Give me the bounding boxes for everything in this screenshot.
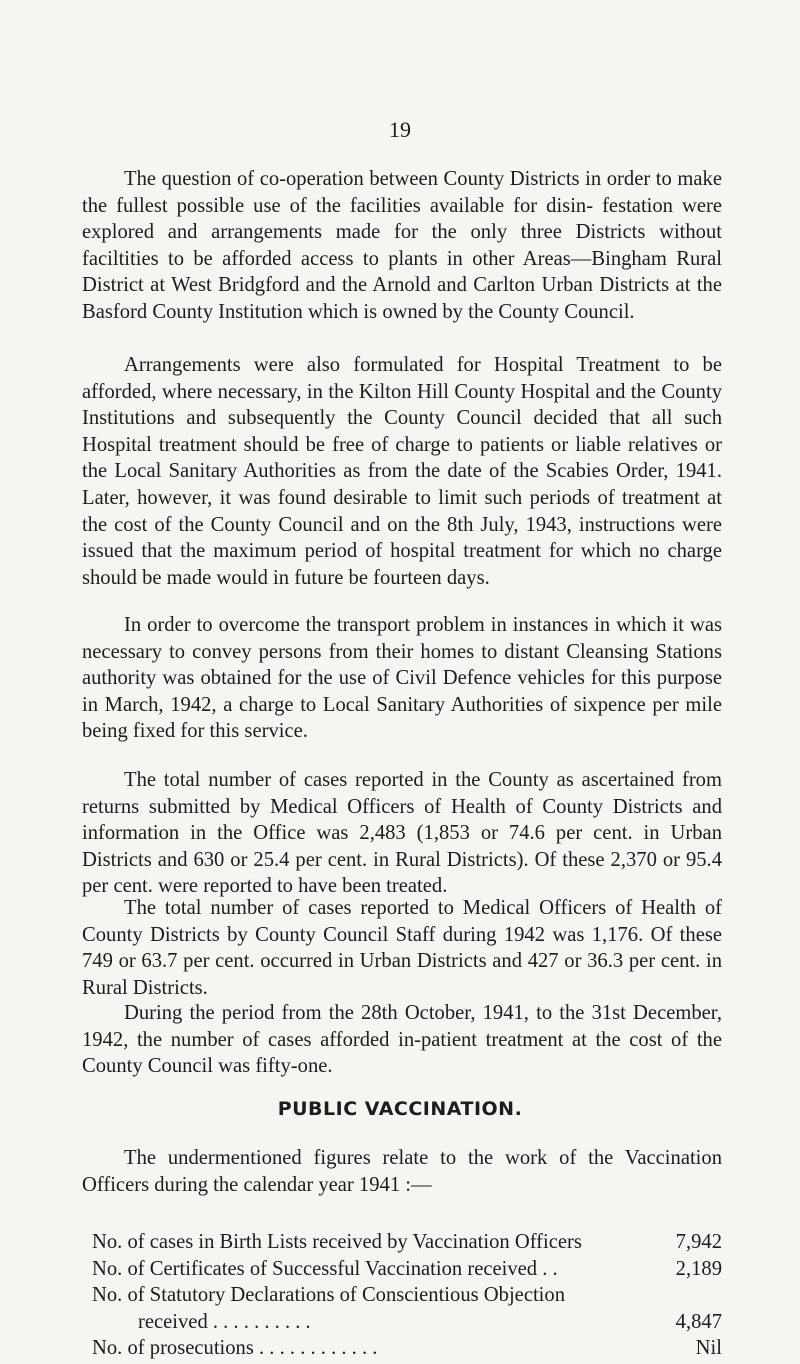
stat-label: No. of prosecutions . . . . . . . . . . . .: [92, 1337, 378, 1360]
paragraph-vaccination-intro: The undermentioned figures relate to the work of the Vaccination Officers during the calendar year 1941 :—: [82, 1147, 722, 1196]
stat-row: [92, 1229, 722, 1256]
paragraph-total-cases: The total number of cases reported in the County as ascertained from returns submitted by Medical Officers of Health of County Districts and information in the Office was 2,483 (1,853 or 74.6 per cent. in Urban Districts and 630 or 25.4 per cent. in Rural Districts). Of these 2,370 or 95.4 per cent. were reported to have been treated.: [82, 769, 722, 898]
stat-value: 4,847: [675, 1310, 722, 1333]
paragraph-hospital-treatment: Arrangements were also formulated for Hospital Treatment to be afforded, where necessary, in the Kilton Hill County Hospital and the County Institutions and subsequently the County Council decided that all such Hospital treatment should be free of charge to patients or liable relatives or the Local Sanitary Authorities as from the date of the Scabies Order, 1941. Later, however, it was found desirable to limit such periods of treatment at the cost of the County Council and on the 8th July, 1943, instructions were issued that the maximum period of hospital treatment for which no charge should be made would in future be fourteen days.: [82, 354, 722, 589]
stat-row: [92, 1282, 722, 1309]
stat-label: No. of cases in Birth Lists received by Vaccination Officers: [92, 1231, 582, 1253]
paragraph-county-staff-cases: The total number of cases reported to Medical Officers of Health of County Districts by County Council Staff during 1942 was 1,176. Of these 749 or 63.7 per cent. occurred in Urban Districts and 427 or 36.3 per cent. in Rural Districts.: [82, 897, 722, 999]
stat-label: No. of Certificates of Successful Vaccination received . .: [92, 1257, 558, 1280]
paragraph-disinfestation: The question of co-operation between County Districts in order to make the fullest possible use of the facilities available for disin- festation were explored and arrangements made for the only three Districts without faciltities to be afforded access to plants in other Areas—Bingham Rural District at West Bridgford and the Arnold and Carlton Urban Districts at the Basford County Institution which is owned by the County Council.: [82, 168, 722, 323]
stat-value: 2,189: [675, 1257, 722, 1280]
section-heading: PUBLIC VACCINATION.: [277, 1098, 523, 1120]
stat-label: received . . . . . . . . . .: [138, 1310, 311, 1333]
stat-label: No. of Statutory Declarations of Conscientious Objection: [92, 1284, 565, 1307]
stat-row: [92, 1335, 722, 1362]
paragraph-in-patient: During the period from the 28th October, 1941, to the 31st December, 1942, the number of cases afforded in-patient treatment at the cost of the County Council was fifty-one.: [82, 1002, 722, 1078]
stat-value: Nil: [695, 1337, 722, 1360]
stat-row: [92, 1256, 722, 1283]
paragraph-transport: In order to overcome the transport problem in instances in which it was necessary to convey persons from their homes to distant Cleansing Stations authority was obtained for the use of Civil Defence vehicles for this purpose in March, 1942, a charge to Local Sanitary Authorities of sixpence per mile being fixed for this service.: [82, 614, 722, 743]
stat-value: 7,942: [675, 1231, 722, 1253]
vaccination-stats: [92, 1229, 722, 1362]
stat-row: [92, 1309, 722, 1336]
page-number: 19: [389, 117, 411, 142]
